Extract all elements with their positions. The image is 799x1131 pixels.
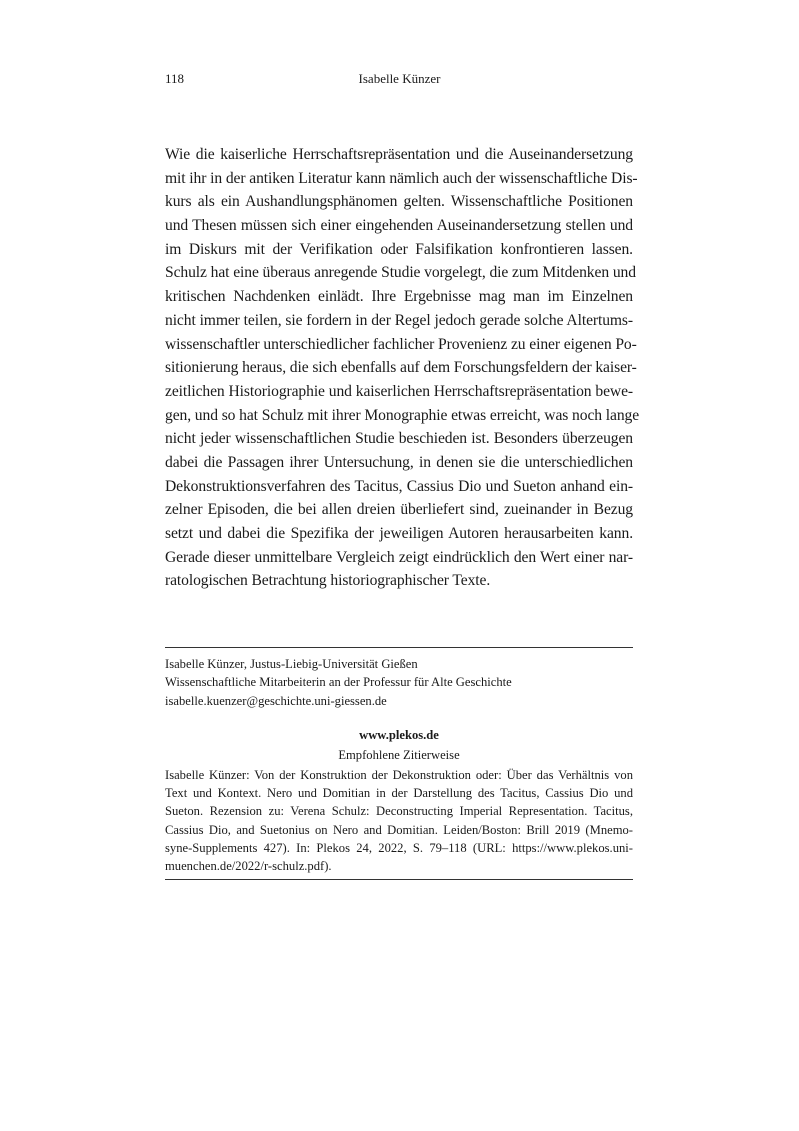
- page-number: 118: [165, 71, 185, 86]
- running-head: Isabelle Künzer: [358, 71, 441, 86]
- text-line: Gerade dieser unmittelbare Vergleich zeigt eindrücklich den Wert einer nar-: [165, 548, 633, 566]
- text-line: kurs als ein Aushandlungsphänomen gelten. Wissenschaftliche Positionen: [165, 193, 633, 211]
- text-line: Sueton. Rezension zu: Verena Schulz: Deconstructing Imperial Representation. Tacitus,: [165, 804, 633, 819]
- text-line: gen, und so hat Schulz mit ihrer Monographie etwas erreicht, was noch lange: [165, 406, 640, 424]
- text-line: Wissenschaftliche Mitarbeiterin an der Professur für Alte Geschichte: [165, 675, 512, 690]
- text-line: syne-Supplements 427). In: Plekos 24, 2022, S. 79–118 (URL: https://www.plekos.uni-: [165, 840, 633, 855]
- text-line: zelner Episoden, die bei allen dreien überliefert sind, zueinander in Bezug: [165, 501, 633, 519]
- text-line: im Diskurs mit der Verifikation oder Falsifikation konfrontieren lassen.: [165, 240, 633, 258]
- text-line: nicht immer teilen, sie fordern in der Regel jedoch gerade solche Altertums-: [165, 311, 633, 329]
- citation-heading: Empfohlene Zitierweise: [338, 748, 460, 762]
- site-link[interactable]: www.plekos.de: [359, 728, 439, 742]
- text-line: Text und Kontext. Nero und Domitian in der Darstellung des Tacitus, Cassius Dio und: [165, 786, 633, 801]
- text-line: Dekonstruktionsverfahren des Tacitus, Cassius Dio und Sueton anhand ein-: [165, 477, 633, 495]
- text-line: ratologischen Betrachtung historiographischer Texte.: [165, 572, 491, 590]
- text-line: dabei die Passagen ihrer Untersuchung, in denen sie die unterschiedlichen: [165, 453, 633, 471]
- text-line: mit ihr in der antiken Literatur kann nämlich auch der wissenschaftliche Dis-: [165, 169, 638, 187]
- text-line: Isabelle Künzer: Von der Konstruktion der Dekonstruktion oder: Über das Verhältnis von: [165, 768, 633, 782]
- text-line: Isabelle Künzer, Justus-Liebig-Universität Gießen: [165, 657, 418, 671]
- text-line: und Thesen müssen sich einer eingehenden Auseinandersetzung stellen und: [165, 217, 633, 235]
- text-line: sitionierung heraus, die sich ebenfalls auf dem Forschungsfeldern der kaiser-: [165, 359, 637, 377]
- separator-rule: [165, 647, 633, 648]
- text-line: setzt und dabei die Spezifika der jeweiligen Autoren herausarbeiten kann.: [165, 525, 633, 542]
- author-affiliation: [165, 655, 633, 710]
- text-line: wissenschaftler unterschiedlicher fachlicher Provenienz zu einer eigenen Po-: [165, 335, 637, 353]
- separator-rule: [165, 879, 633, 880]
- text-line: nicht jeder wissenschaftlichen Studie beschieden ist. Besonders überzeugen: [165, 430, 633, 448]
- text-line: Schulz hat eine überaus anregende Studie vorgelegt, die zum Mitdenken und: [165, 264, 636, 282]
- text-line: kritischen Nachdenken einlädt. Ihre Ergebnisse mag man im Einzelnen: [165, 288, 633, 306]
- text-line: zeitlichen Historiographie und kaiserlichen Herrschaftsrepräsentation bewe-: [165, 382, 633, 400]
- text-line: Wie die kaiserliche Herrschaftsrepräsentation und die Auseinandersetzung: [165, 146, 633, 163]
- text-line: Cassius Dio, and Suetonius on Nero and Domitian. Leiden/Boston: Brill 2019 (Mnemo-: [165, 822, 633, 837]
- text-line: isabelle.kuenzer@geschichte.uni-giessen.de: [165, 693, 387, 708]
- body-paragraph: [165, 143, 640, 593]
- citation-text: [165, 766, 633, 875]
- text-line: muenchen.de/2022/r-schulz.pdf).: [165, 858, 332, 873]
